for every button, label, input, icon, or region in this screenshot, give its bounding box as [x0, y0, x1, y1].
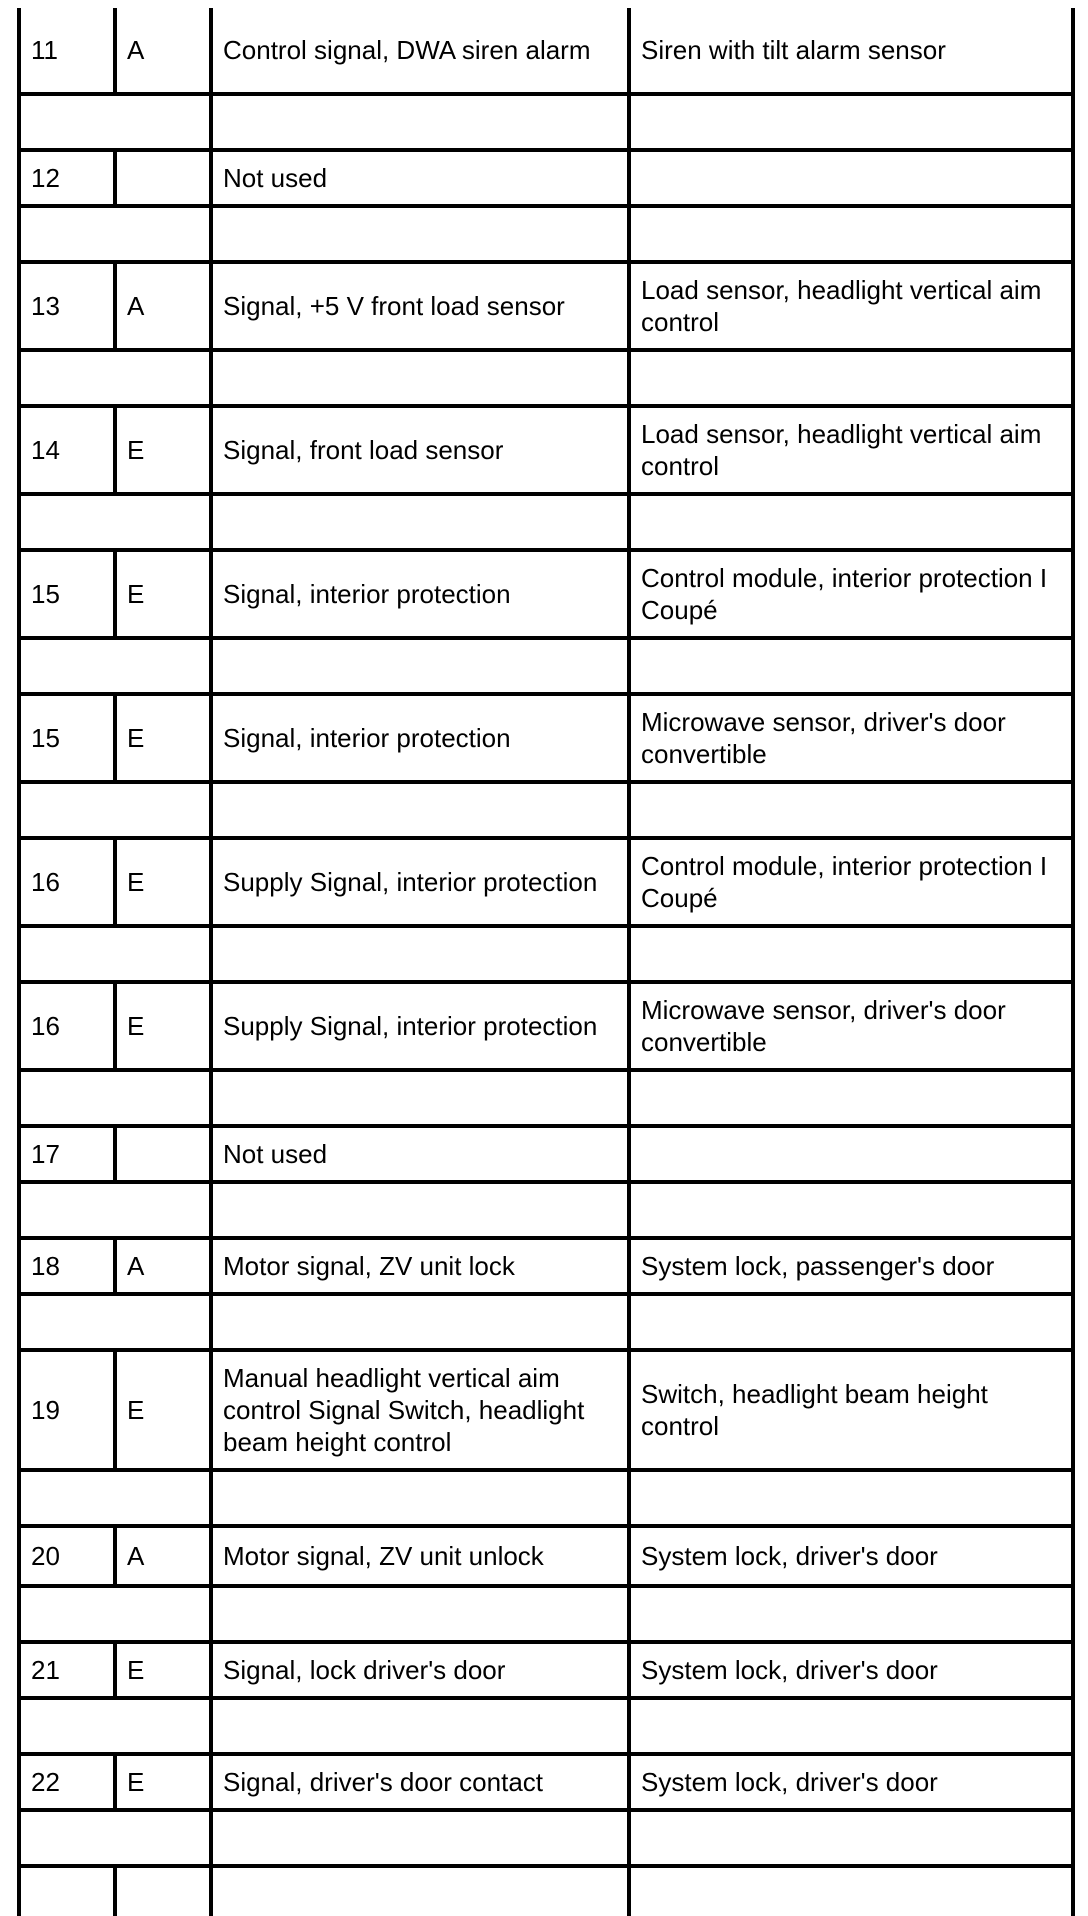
table-row	[19, 1642, 1073, 1698]
table-row	[19, 406, 1073, 494]
table-row	[19, 694, 1073, 782]
signal-description: Signal, driver's door contact	[211, 1754, 629, 1810]
spacer-row	[19, 1586, 1073, 1642]
connected-component: Control module, interior protection I Coupé	[629, 838, 1073, 926]
signal-direction: E	[115, 1754, 211, 1810]
table-row	[19, 550, 1073, 638]
signal-direction: E	[115, 838, 211, 926]
spacer-row	[19, 494, 1073, 550]
signal-description: Signal, front load sensor	[211, 406, 629, 494]
table-row	[19, 1126, 1073, 1182]
table-row-partial	[19, 1866, 1073, 1916]
pin-number: 18	[19, 1238, 115, 1294]
spacer-row	[19, 638, 1073, 694]
signal-description: Signal, lock driver's door	[211, 1642, 629, 1698]
signal-description: Motor signal, ZV unit unlock	[211, 1526, 629, 1586]
signal-direction: E	[115, 694, 211, 782]
connected-component: System lock, driver's door	[629, 1642, 1073, 1698]
pin-number: 21	[19, 1642, 115, 1698]
pin-assignment-table	[17, 8, 1075, 1916]
signal-direction: E	[115, 1350, 211, 1470]
signal-direction: A	[115, 1238, 211, 1294]
pin-number: 13	[19, 262, 115, 350]
connected-component: Load sensor, headlight vertical aim control	[629, 262, 1073, 350]
signal-description: Signal, interior protection	[211, 550, 629, 638]
table-row	[19, 262, 1073, 350]
pin-number: 22	[19, 1754, 115, 1810]
signal-description: Not used	[211, 1126, 629, 1182]
signal-direction: E	[115, 982, 211, 1070]
connected-component: Microwave sensor, driver's door convertible	[629, 982, 1073, 1070]
pin-number: 15	[19, 550, 115, 638]
pin-number: 17	[19, 1126, 115, 1182]
spacer-row	[19, 1810, 1073, 1866]
connected-component: Switch, headlight beam height control	[629, 1350, 1073, 1470]
connected-component: System lock, passenger's door	[629, 1238, 1073, 1294]
spacer-row	[19, 1070, 1073, 1126]
signal-direction	[115, 150, 211, 206]
signal-description: Signal, interior protection	[211, 694, 629, 782]
connected-component: Load sensor, headlight vertical aim control	[629, 406, 1073, 494]
connected-component: System lock, driver's door	[629, 1754, 1073, 1810]
pin-number: 16	[19, 838, 115, 926]
spacer-row	[19, 350, 1073, 406]
signal-description: Not used	[211, 150, 629, 206]
signal-description: Control signal, DWA siren alarm	[211, 8, 629, 94]
signal-direction: A	[115, 262, 211, 350]
signal-direction: E	[115, 550, 211, 638]
table-row	[19, 1238, 1073, 1294]
spacer-row	[19, 94, 1073, 150]
signal-direction: E	[115, 406, 211, 494]
signal-description: Manual headlight vertical aim control Signal Switch, headlight beam height control	[211, 1350, 629, 1470]
spacer-row	[19, 1182, 1073, 1238]
connected-component: System lock, driver's door	[629, 1526, 1073, 1586]
pin-number: 16	[19, 982, 115, 1070]
spacer-row	[19, 1698, 1073, 1754]
table-row	[19, 8, 1073, 94]
spacer-row	[19, 1294, 1073, 1350]
table-row	[19, 150, 1073, 206]
pin-number: 19	[19, 1350, 115, 1470]
table-row	[19, 1350, 1073, 1470]
table-row	[19, 1754, 1073, 1810]
connected-component: Microwave sensor, driver's door convertible	[629, 694, 1073, 782]
signal-direction	[115, 1126, 211, 1182]
signal-description: Motor signal, ZV unit lock	[211, 1238, 629, 1294]
connected-component: Siren with tilt alarm sensor	[629, 8, 1073, 94]
pin-number: 20	[19, 1526, 115, 1586]
table-row	[19, 1526, 1073, 1586]
connected-component: Control module, interior protection I Coupé	[629, 550, 1073, 638]
signal-direction: A	[115, 8, 211, 94]
connected-component	[629, 150, 1073, 206]
signal-direction: A	[115, 1526, 211, 1586]
pin-number: 12	[19, 150, 115, 206]
signal-description: Supply Signal, interior protection	[211, 838, 629, 926]
connected-component	[629, 1126, 1073, 1182]
pin-number: 14	[19, 406, 115, 494]
spacer-row	[19, 782, 1073, 838]
spacer-row	[19, 206, 1073, 262]
spacer-row	[19, 1470, 1073, 1526]
signal-description: Supply Signal, interior protection	[211, 982, 629, 1070]
spacer-row	[19, 926, 1073, 982]
table-row	[19, 982, 1073, 1070]
signal-description: Signal, +5 V front load sensor	[211, 262, 629, 350]
signal-direction: E	[115, 1642, 211, 1698]
table-row	[19, 838, 1073, 926]
pin-number: 15	[19, 694, 115, 782]
pin-number: 11	[19, 8, 115, 94]
